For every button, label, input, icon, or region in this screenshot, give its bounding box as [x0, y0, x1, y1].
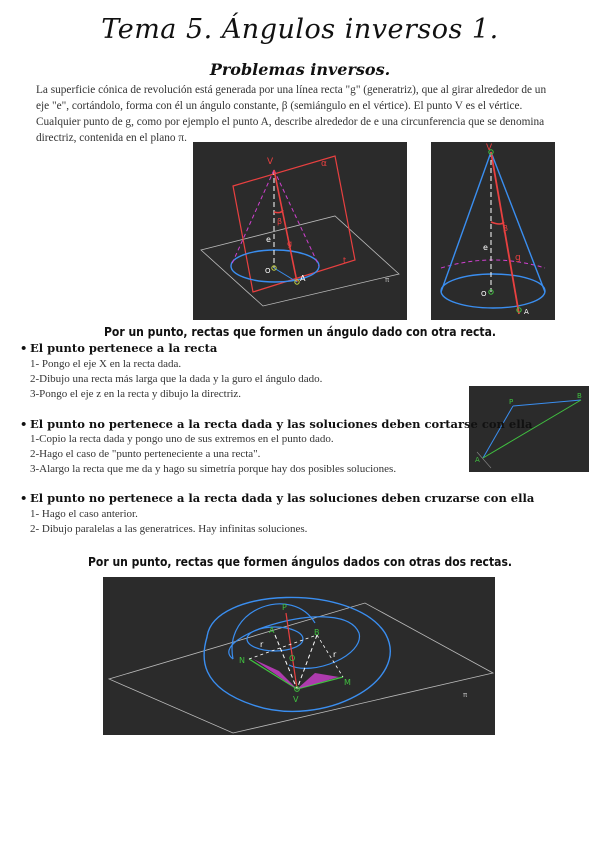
plane-pi	[201, 216, 399, 306]
label-g: g	[287, 239, 293, 248]
case-1-heading: • El punto pertenece a la recta	[30, 341, 217, 355]
page-title: Tema 5. Ángulos inversos 1.	[101, 14, 499, 45]
label-r2: r	[333, 650, 337, 659]
step: 1- Pongo el eje X en la recta dada.	[30, 358, 182, 370]
label-a: A	[475, 456, 480, 464]
two-lines-figure	[103, 577, 495, 735]
step: 2-Hago el caso de "punto perteneciente a una recta".	[30, 448, 261, 460]
label-t: t	[343, 256, 347, 265]
label-p: P	[509, 398, 514, 406]
step: 2-Dibujo una recta más larga que la dada y la guro el ángulo dado.	[30, 373, 323, 385]
svg-text:π: π	[463, 691, 468, 699]
case-3-steps	[30, 507, 307, 537]
step: 1-Copio la recta dada y pongo uno de sus extremos en el punto dado.	[30, 433, 334, 445]
label-p: P	[282, 603, 287, 612]
step: 3-Alargo la recta que me da y hago su simetría porque hay dos posibles soluciones.	[30, 463, 397, 475]
intro-line: directriz, contenida en el plano π.	[36, 132, 187, 144]
label-m: M	[344, 678, 351, 687]
label-beta: β	[277, 217, 283, 226]
label-e: e	[483, 243, 488, 252]
label-b: B	[314, 628, 320, 637]
case-3-heading: • El punto no pertenece a la recta dada y las soluciones deben cruzarse con ella	[30, 491, 534, 505]
case-1-steps	[30, 357, 322, 402]
cone-front-figure	[431, 142, 555, 320]
label-v: V	[486, 143, 493, 153]
intro-paragraph	[36, 82, 576, 146]
tangent-plane-alpha	[233, 156, 355, 292]
cone-tangent-plane-figure	[193, 142, 407, 320]
label-r1: r	[260, 640, 264, 649]
label-o: O	[481, 290, 487, 298]
label-a: A	[524, 308, 529, 316]
label-n: N	[239, 656, 245, 665]
step: 2- Dibujo paralelas a las generatrices. Hay infinitas soluciones.	[30, 523, 308, 535]
generatrix-g	[491, 152, 519, 314]
label-v: V	[267, 157, 274, 167]
svg-text:π: π	[385, 276, 390, 284]
label-e: e	[266, 235, 271, 244]
generatrix-g	[274, 170, 297, 282]
label-g: g	[515, 253, 521, 263]
label-a: A	[300, 274, 306, 283]
label-a: A	[269, 626, 275, 635]
case-2-heading: • El punto no pertenece a la recta dada y las soluciones deben cortarse con ella	[30, 417, 532, 431]
step: 1- Hago el caso anterior.	[30, 508, 138, 520]
intro-line: eje "e", cortándolo, forma con él un ángulo constante, β (semiángulo en el vértice). El punto V es el vértice.	[36, 100, 523, 112]
label-alpha: α	[321, 159, 327, 169]
label-v: V	[293, 695, 299, 704]
section-heading-1: Por un punto, rectas que formen un ángulo dado con otra recta.	[103, 324, 497, 339]
label-o: O	[265, 267, 271, 275]
label-b: B	[577, 392, 582, 400]
label-o: O	[289, 654, 296, 663]
intro-line: Cualquier punto de g, como por ejemplo el punto A, describe alrededor de e una circunferencia que se denomina	[36, 116, 545, 128]
step: 3-Pongo el eje z en la recta y dibujo la directriz.	[30, 388, 242, 400]
page-subtitle: Problemas inversos.	[209, 60, 391, 79]
label-beta: β	[503, 224, 509, 233]
case-2-steps	[30, 432, 396, 477]
intro-line: La superficie cónica de revolución está generada por una línea recta "g" (generatriz), que al girar alrededor de un	[36, 84, 547, 96]
section-heading-2: Por un punto, rectas que formen ángulos dados con otras dos rectas.	[87, 554, 513, 569]
